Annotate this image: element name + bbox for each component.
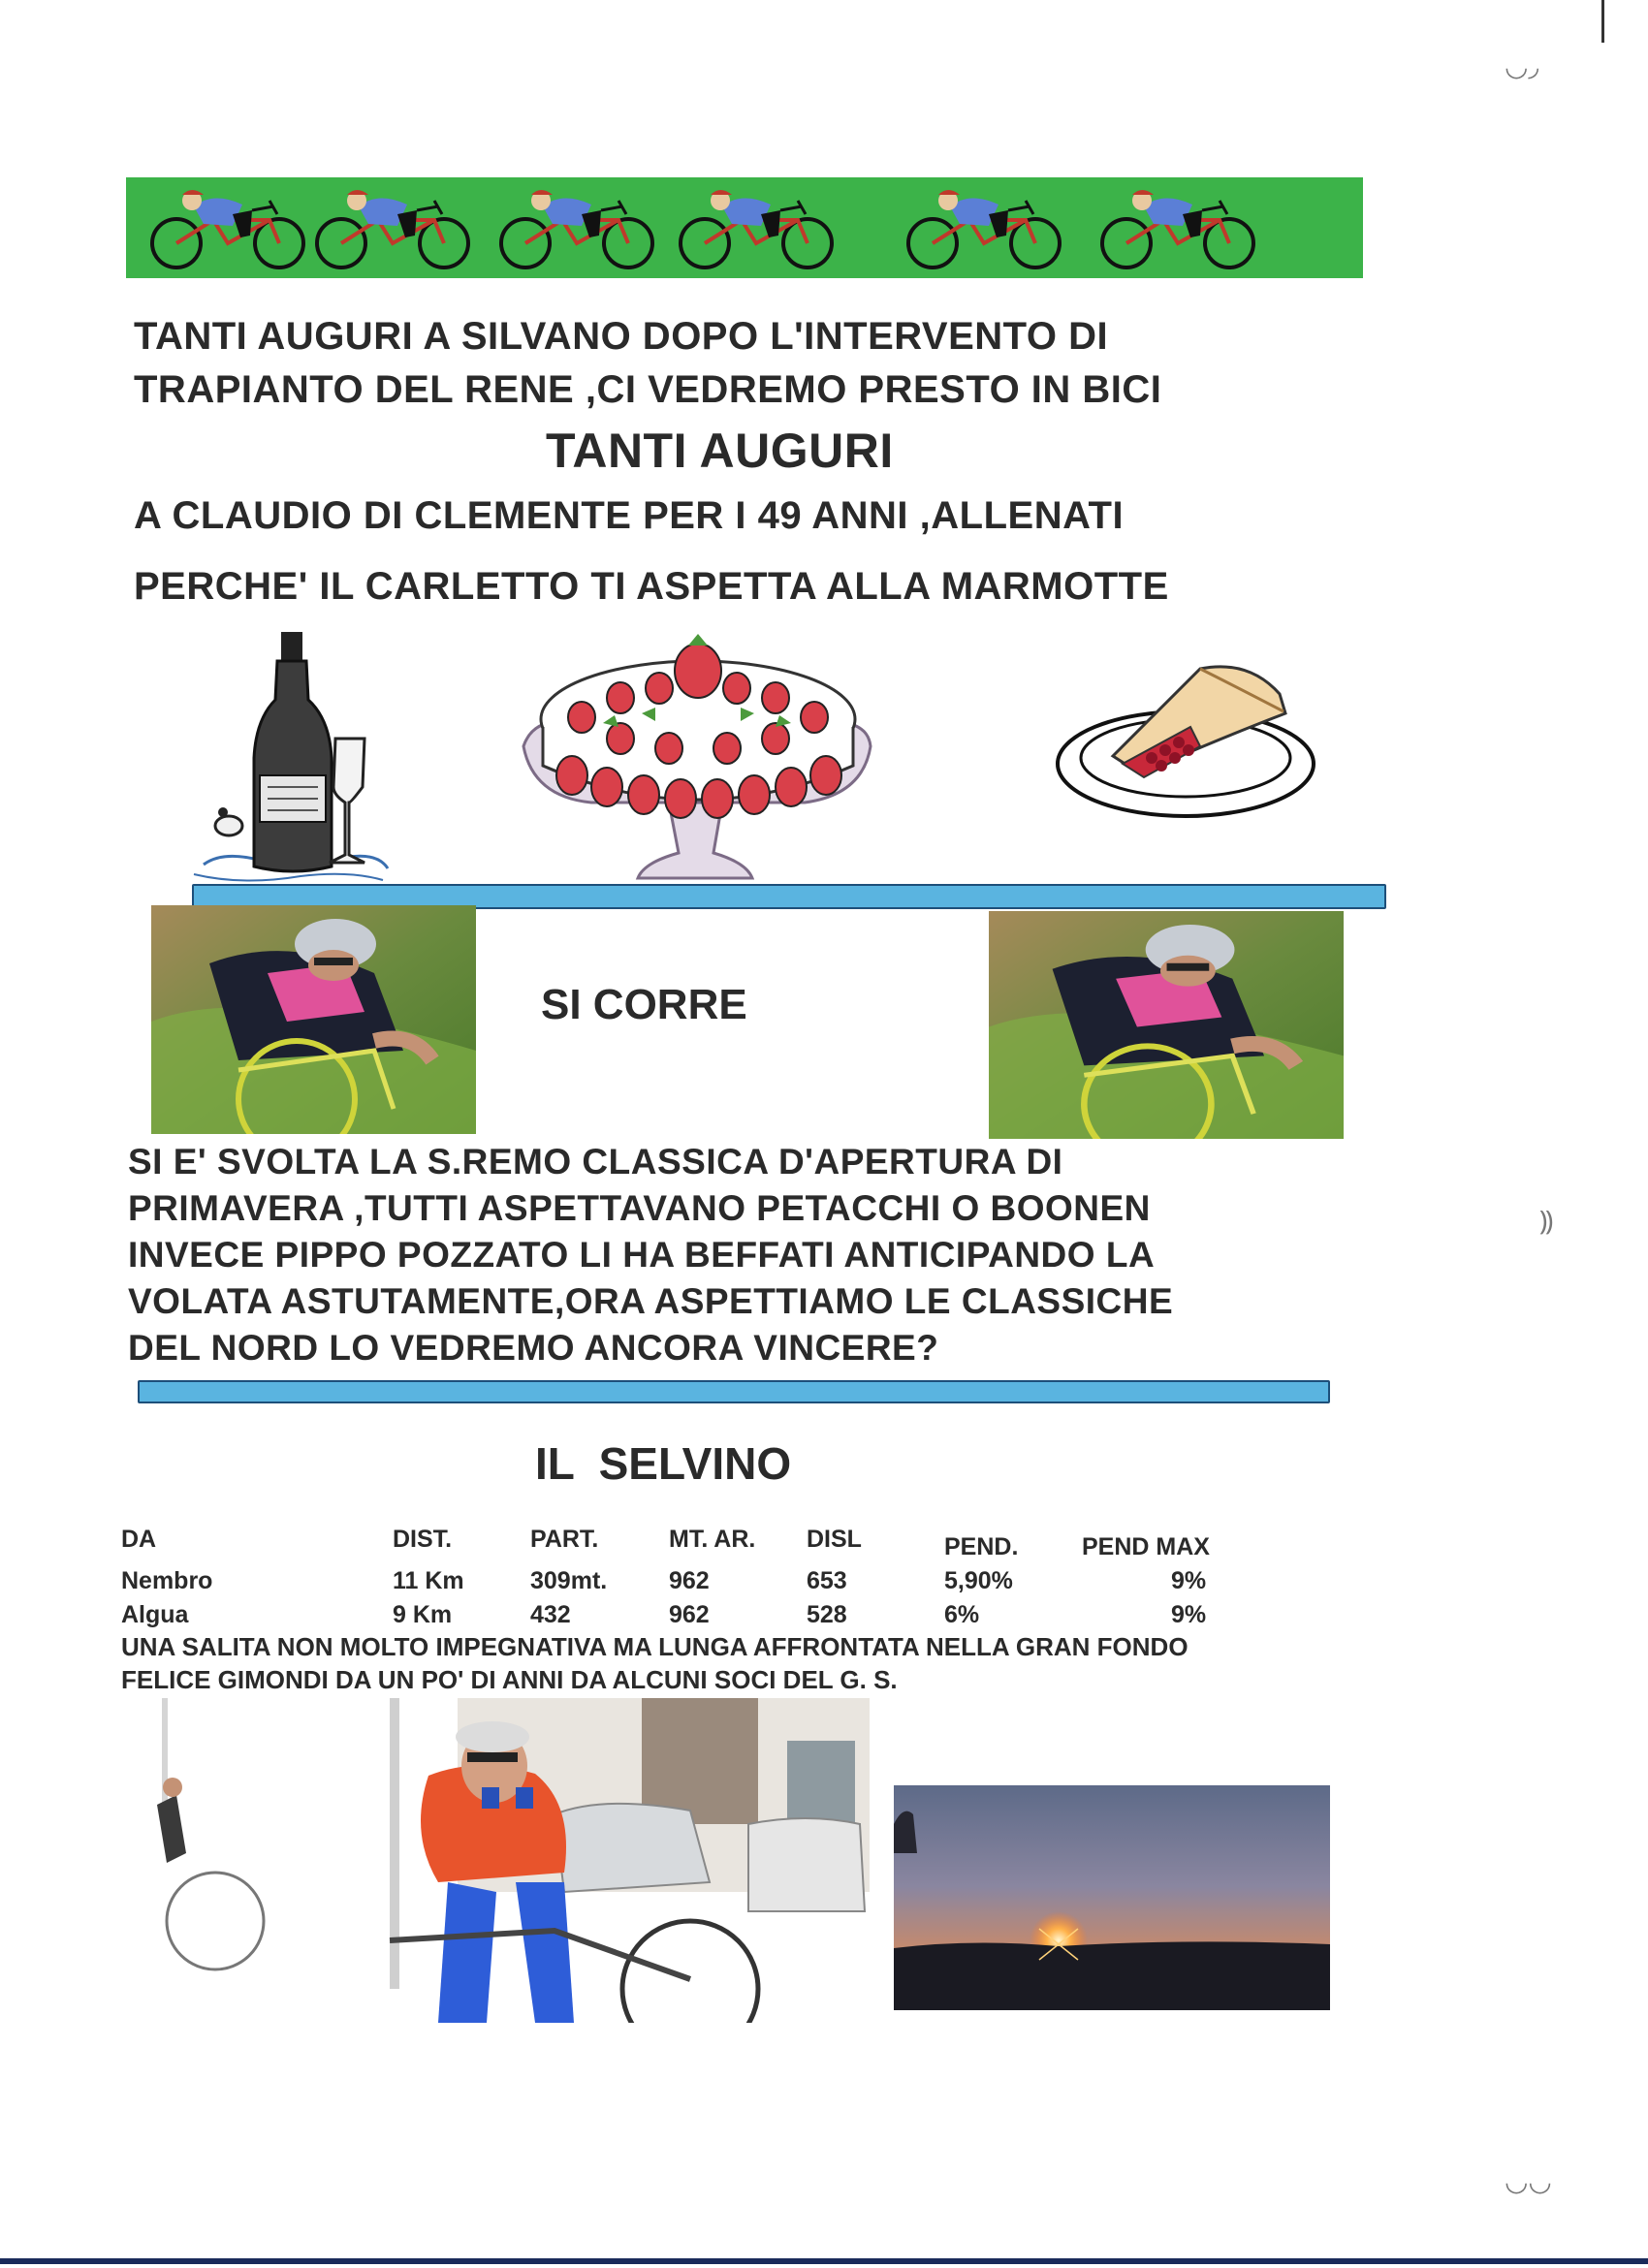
table-cell: 9%: [1171, 1567, 1207, 1594]
greeting-line-4: PERCHE' IL CARLETTO TI ASPETTA ALLA MARMOTTE: [134, 565, 1169, 608]
cyclist-street-photo: [147, 1698, 870, 2023]
table-cell: 528: [807, 1601, 847, 1628]
header-cell: DIST.: [393, 1526, 453, 1553]
climb-title: IL SELVINO: [535, 1438, 792, 1489]
table-cell: 432: [530, 1601, 571, 1628]
table-cell: 962: [669, 1601, 710, 1628]
section-divider: [138, 1380, 1330, 1403]
race-text-line-3: INVECE PIPPO POZZATO LI HA BEFFATI ANTICIPANDO LA: [128, 1235, 1156, 1275]
table-header-row: [121, 1526, 1210, 1567]
greeting-line-2: TRAPIANTO DEL RENE ,CI VEDREMO PRESTO IN BICI: [134, 368, 1162, 411]
binder-hole-mark: ◡◞: [1505, 51, 1539, 81]
header-cell: PART.: [530, 1526, 599, 1553]
sunset-photo: [894, 1785, 1330, 2010]
greeting-heading: TANTI AUGURI: [546, 424, 894, 478]
cyclist-icon: [485, 187, 669, 270]
cyclist-icon: [136, 187, 320, 270]
cyclists-banner: [126, 177, 1363, 278]
cyclist-photo-left: [151, 905, 476, 1134]
race-heading: SI CORRE: [541, 981, 747, 1028]
climb-note-line-1: UNA SALITA NON MOLTO IMPEGNATIVA MA LUNGA AFFRONTATA NELLA GRAN FONDO: [121, 1632, 1188, 1661]
cyclist-icon: [1086, 187, 1270, 270]
binder-hole-mark: ◡◡: [1505, 2166, 1552, 2196]
cyclist-icon: [664, 187, 848, 270]
race-text-line-5: DEL NORD LO VEDREMO ANCORA VINCERE?: [128, 1328, 939, 1368]
cyclist-photo-right: [989, 911, 1344, 1139]
greeting-line-1: TANTI AUGURI A SILVANO DOPO L'INTERVENTO DI: [134, 315, 1109, 358]
table-cell: Nembro: [121, 1567, 213, 1594]
header-cell: DISL: [807, 1526, 862, 1553]
header-cell: DA: [121, 1526, 157, 1553]
race-text-line-2: PRIMAVERA ,TUTTI ASPETTAVANO PETACCHI O BOONEN: [128, 1188, 1151, 1228]
table-cell: 653: [807, 1567, 847, 1594]
climb-note-line-2: FELICE GIMONDI DA UN PO' DI ANNI DA ALCUNI SOCI DEL G. S.: [121, 1665, 898, 1694]
table-cell: 6%: [944, 1601, 980, 1628]
table-row: [121, 1601, 1210, 1635]
scan-edge-line: [0, 2258, 1648, 2264]
header-cell: PEND.: [944, 1533, 1019, 1560]
cherry-pie-icon: [1055, 649, 1316, 819]
header-cell: PEND MAX: [1082, 1533, 1210, 1560]
greeting-line-3: A CLAUDIO DI CLEMENTE PER I 49 ANNI ,ALLENATI: [134, 494, 1125, 537]
table-cell: 309mt.: [530, 1567, 608, 1594]
champagne-bottle-icon: [184, 632, 393, 886]
strawberry-cake-icon: [514, 630, 877, 884]
table-cell: 5,90%: [944, 1567, 1013, 1594]
header-cell: MT. AR.: [669, 1526, 756, 1553]
table-cell: 962: [669, 1567, 710, 1594]
scan-edge-line: [1601, 0, 1604, 43]
binder-hole-mark: ⸩: [1539, 1206, 1554, 1236]
table-cell: 9%: [1171, 1601, 1207, 1628]
climb-table: [121, 1526, 1210, 1635]
cyclist-icon: [892, 187, 1076, 270]
cyclist-icon: [301, 187, 485, 270]
race-text-line-4: VOLATA ASTUTAMENTE,ORA ASPETTIAMO LE CLASSICHE: [128, 1281, 1174, 1321]
table-cell: 11 Km: [393, 1567, 464, 1594]
table-row: [121, 1567, 1210, 1601]
race-text-line-1: SI E' SVOLTA LA S.REMO CLASSICA D'APERTURA DI: [128, 1142, 1063, 1181]
table-cell: Algua: [121, 1601, 189, 1628]
table-cell: 9 Km: [393, 1601, 453, 1628]
